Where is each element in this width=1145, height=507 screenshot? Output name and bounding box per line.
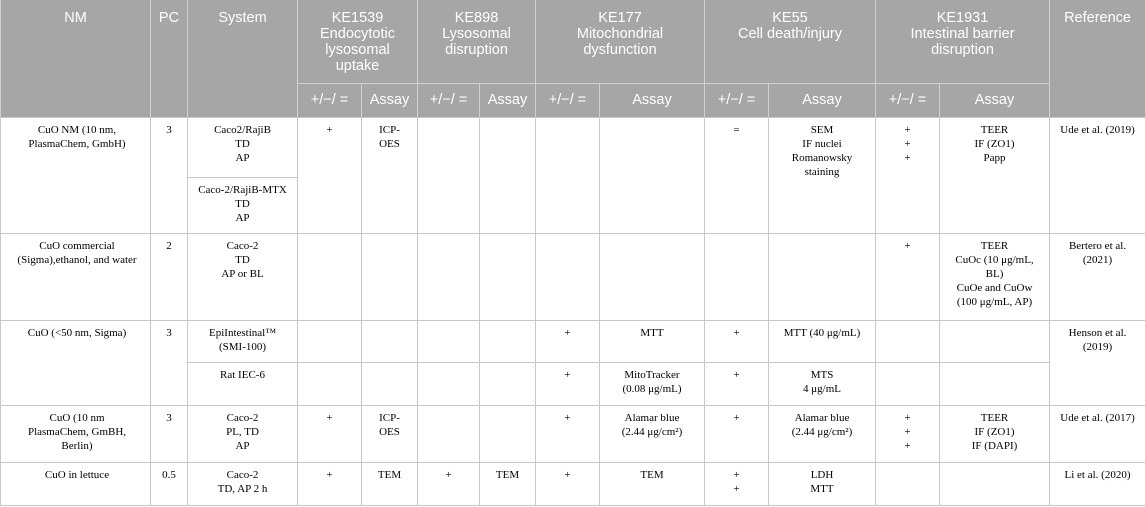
header-pm: +/−/ = [536,83,600,117]
cell-reference: Ude et al. (2017) [1050,405,1145,462]
cell-pc: 2 [151,233,188,320]
cell-ke55-assay: MTT (40 μg/mL) [769,320,876,362]
cell-pc: 0.5 [151,462,188,505]
cell-reference: Bertero et al. (2021) [1050,233,1145,320]
header-ke177: KE177 Mitochondrial dysfunction [536,0,705,83]
cell-ke898-pm [418,320,480,362]
cell-nm: CuO in lettuce [1,462,151,505]
header-pm: +/−/ = [705,83,769,117]
cell-system: Rat IEC-6 [188,362,298,405]
cell-ke1931-pm: + [876,233,940,320]
cell-ke1539-assay: ICP- OES [362,117,418,233]
cell-ke1539-assay [362,320,418,362]
header-ke898: KE898 Lysosomal disruption [418,0,536,83]
table-row [1,117,1145,177]
cell-ke177-assay: MitoTracker (0.08 μg/mL) [600,362,705,405]
header-assay: Assay [480,83,536,117]
cell-ke1539-assay: ICP- OES [362,405,418,462]
header-reference: Reference [1050,0,1145,117]
cell-ke1539-pm [298,362,362,405]
cell-ke55-pm: = [705,117,769,233]
cell-reference: Ude et al. (2019) [1050,117,1145,233]
cell-ke55-pm: + + [705,462,769,505]
cell-ke1539-assay [362,362,418,405]
cell-ke177-pm [536,117,600,233]
cell-ke898-pm [418,405,480,462]
cell-nm: CuO commercial (Sigma),ethanol, and water [1,233,151,320]
cell-system: EpiIntestinal™ (SMI-100) [188,320,298,362]
cell-ke1931-pm [876,362,940,405]
cell-ke177-pm: + [536,462,600,505]
table-row [1,462,1145,505]
cell-ke177-pm: + [536,405,600,462]
cell-system: Caco-2 PL, TD AP [188,405,298,462]
cell-ke177-assay [600,117,705,233]
cell-ke1931-assay [940,320,1050,362]
cell-ke55-assay: MTS 4 μg/mL [769,362,876,405]
header-nm: NM [1,0,151,117]
cell-ke55-pm [705,233,769,320]
cell-ke1931-pm [876,462,940,505]
cell-pc: 3 [151,117,188,233]
cell-system: Caco-2 TD AP or BL [188,233,298,320]
table-row [1,320,1145,362]
cell-ke1931-assay: TEER IF (ZO1) IF (DAPI) [940,405,1050,462]
cell-system: Caco2/RajiB TD AP [188,117,298,177]
cell-ke898-assay [480,117,536,233]
cell-system: Caco-2 TD, AP 2 h [188,462,298,505]
header-ke55: KE55 Cell death/injury [705,0,876,83]
cell-nm: CuO NM (10 nm, PlasmaChem, GmbH) [1,117,151,233]
cell-ke177-assay [600,233,705,320]
header-assay: Assay [940,83,1050,117]
cell-ke1539-pm: + [298,117,362,233]
cell-ke177-pm [536,233,600,320]
header-assay: Assay [600,83,705,117]
cell-reference: Li et al. (2020) [1050,462,1145,505]
cell-ke1539-pm [298,233,362,320]
cell-reference: Henson et al. (2019) [1050,320,1145,405]
table-row [1,233,1145,320]
cell-ke55-assay: SEM IF nuclei Romanowsky staining [769,117,876,233]
cell-system: Caco-2/RajiB-MTX TD AP [188,177,298,233]
cell-ke1931-pm: + + + [876,405,940,462]
header-pm: +/−/ = [298,83,362,117]
cell-ke177-pm: + [536,362,600,405]
cell-ke1931-assay [940,462,1050,505]
header-pc: PC [151,0,188,117]
cell-ke898-pm: + [418,462,480,505]
cell-ke1931-assay: TEER CuOc (10 μg/mL, BL) CuOe and CuOw (100 μg/mL, AP) [940,233,1050,320]
cell-ke177-pm: + [536,320,600,362]
cell-ke898-assay [480,362,536,405]
cell-ke898-assay: TEM [480,462,536,505]
cell-ke898-assay [480,233,536,320]
cell-ke1931-pm: + + + [876,117,940,233]
cell-ke1931-assay [940,362,1050,405]
cell-ke898-assay [480,320,536,362]
cell-ke55-assay: Alamar blue (2.44 μg/cm²) [769,405,876,462]
header-assay: Assay [769,83,876,117]
cell-ke177-assay: Alamar blue (2.44 μg/cm²) [600,405,705,462]
cell-ke898-pm [418,362,480,405]
cell-ke177-assay: MTT [600,320,705,362]
header-ke1539: KE1539 Endocytotic lysosomal uptake [298,0,418,83]
cell-ke898-assay [480,405,536,462]
header-pm: +/−/ = [418,83,480,117]
cell-ke1539-assay [362,233,418,320]
cell-ke55-pm: + [705,405,769,462]
table-row [1,405,1145,462]
cell-ke1539-pm: + [298,405,362,462]
header-pm: +/−/ = [876,83,940,117]
cell-ke898-pm [418,117,480,233]
header-ke1931: KE1931 Intestinal barrier disruption [876,0,1050,83]
cell-ke1931-pm [876,320,940,362]
cell-ke177-assay: TEM [600,462,705,505]
cell-ke55-pm: + [705,362,769,405]
cell-pc: 3 [151,320,188,405]
cell-ke1539-assay: TEM [362,462,418,505]
cell-ke1931-assay: TEER IF (ZO1) Papp [940,117,1050,233]
cell-nm: CuO (<50 nm, Sigma) [1,320,151,405]
cell-ke1539-pm [298,320,362,362]
header-system: System [188,0,298,117]
cell-pc: 3 [151,405,188,462]
cell-nm: CuO (10 nm PlasmaChem, GmBH, Berlin) [1,405,151,462]
header-assay: Assay [362,83,418,117]
cell-ke898-pm [418,233,480,320]
cell-ke1539-pm: + [298,462,362,505]
cell-ke55-assay: LDH MTT [769,462,876,505]
cell-ke55-assay [769,233,876,320]
cell-ke55-pm: + [705,320,769,362]
